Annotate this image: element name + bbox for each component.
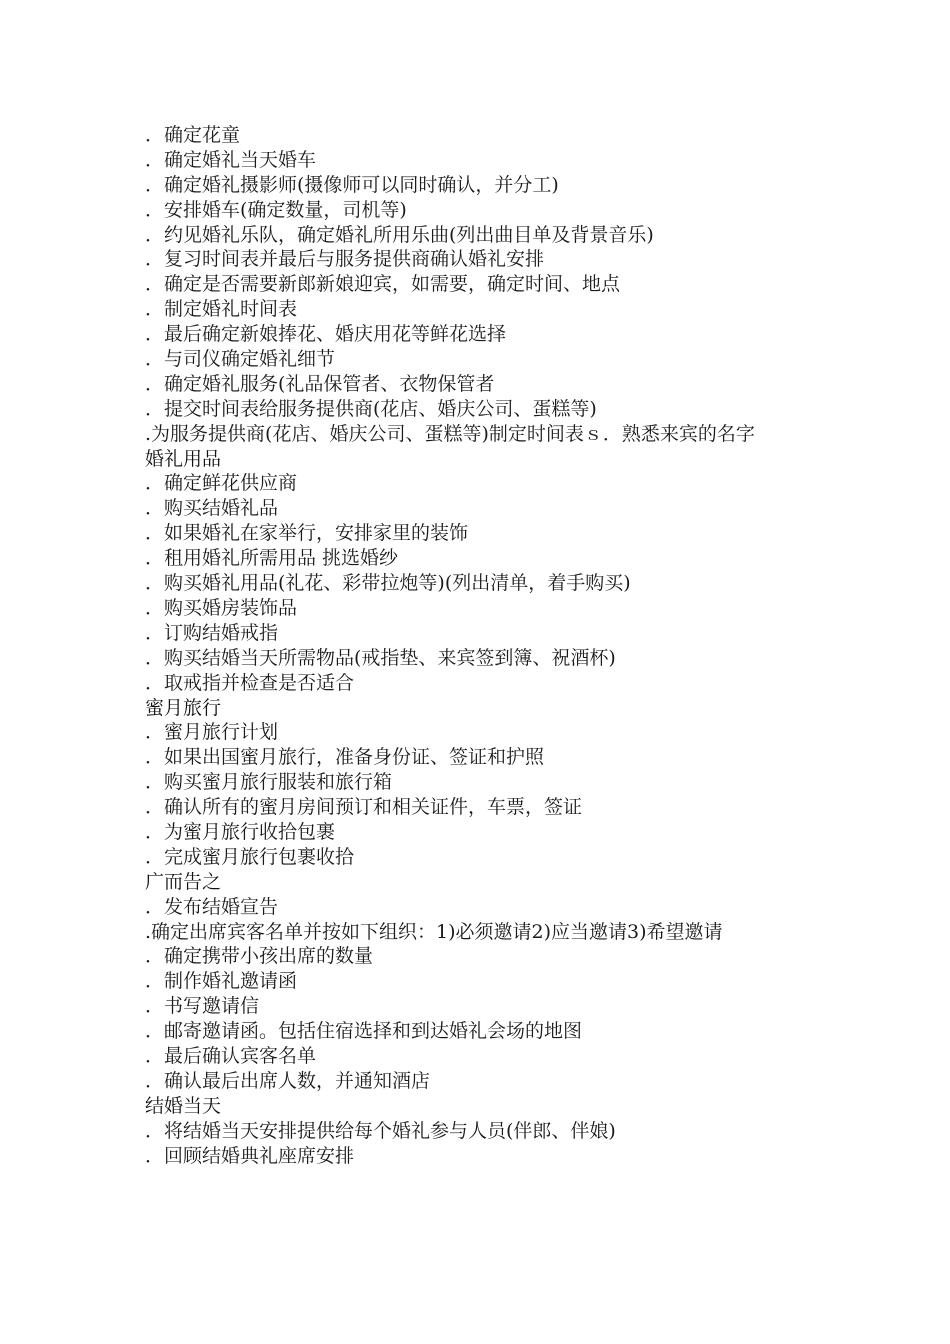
list-item: ．购买结婚礼品 [145,497,279,520]
list-item: ．确认最后出席人数，并通知酒店 [145,1069,431,1092]
list-item: ．安排婚车(确定数量，司机等) [145,198,407,221]
list-item: ．取戒指并检查是否适合 [145,671,355,694]
list-item: ．确定婚礼服务(礼品保管者、衣物保管者 [145,372,495,395]
list-item: ．订购结婚戒指 [145,621,279,644]
document-body [145,123,815,1168]
list-item: ．复习时间表并最后与服务提供商确认婚礼安排 [145,248,545,271]
list-item: ．如果出国蜜月旅行，准备身份证、签证和护照 [145,746,545,769]
list-item: ．购买蜜月旅行服装和旅行箱 [145,771,393,794]
section-heading: 广而告之 [145,870,222,893]
list-item: ．购买婚房装饰品 [145,596,298,619]
list-item: ．约见婚礼乐队，确定婚礼所用乐曲(列出曲目单及背景音乐) [145,223,654,246]
list-item: ．回顾结婚典礼座席安排 [145,1144,355,1167]
list-item: .为服务提供商(花店、婚庆公司、蛋糕等)制定时间表ｓ．熟悉来宾的名字 [145,422,755,445]
list-item: ．邮寄邀请函。包括住宿选择和到达婚礼会场的地图 [145,1020,583,1043]
list-item: ．确定婚礼当天婚车 [145,148,317,171]
list-item: ．提交时间表给服务提供商(花店、婚庆公司、蛋糕等) [145,397,597,420]
list-item: ．确定婚礼摄影师(摄像师可以同时确认，并分工) [145,173,559,196]
section-heading: 婚礼用品 [145,447,222,470]
list-item: ．制作婚礼邀请函 [145,970,298,993]
list-item: ．与司仪确定婚礼细节 [145,348,336,371]
list-item: ．发布结婚宣告 [145,895,279,918]
list-item: ．最后确定新娘捧花、婚庆用花等鲜花选择 [145,323,507,346]
list-item: ．购买结婚当天所需物品(戒指垫、来宾签到簿、祝酒杯) [145,646,616,669]
list-item: ．制定婚礼时间表 [145,298,298,321]
list-item: ．为蜜月旅行收拾包裹 [145,820,336,843]
list-item: ．确认所有的蜜月房间预订和相关证件，车票，签证 [145,796,583,819]
section-heading: 蜜月旅行 [145,696,222,719]
list-item: .确定出席宾客名单并按如下组织：1)必须邀请2)应当邀请3)希望邀请 [145,920,723,943]
list-item: ．确定鲜花供应商 [145,472,298,495]
list-item: ．蜜月旅行计划 [145,721,279,744]
list-item: ．完成蜜月旅行包裹收拾 [145,845,355,868]
list-item: ．确定花童 [145,124,241,146]
list-item: ．如果婚礼在家举行，安排家里的装饰 [145,522,469,545]
section-heading: 结婚当天 [145,1094,222,1117]
list-item: ．租用婚礼所需用品 挑选婚纱 [145,547,399,570]
list-item: ．书写邀请信 [145,995,260,1018]
list-item: ．将结婚当天安排提供给每个婚礼参与人员(伴郎、伴娘) [145,1119,616,1142]
list-item: ．确定携带小孩出席的数量 [145,945,374,968]
list-item: ．购买婚礼用品(礼花、彩带拉炮等)(列出清单，着手购买) [145,572,631,595]
list-item: ．确定是否需要新郎新娘迎宾，如需要，确定时间、地点 [145,273,621,296]
list-item: ．最后确认宾客名单 [145,1044,317,1067]
